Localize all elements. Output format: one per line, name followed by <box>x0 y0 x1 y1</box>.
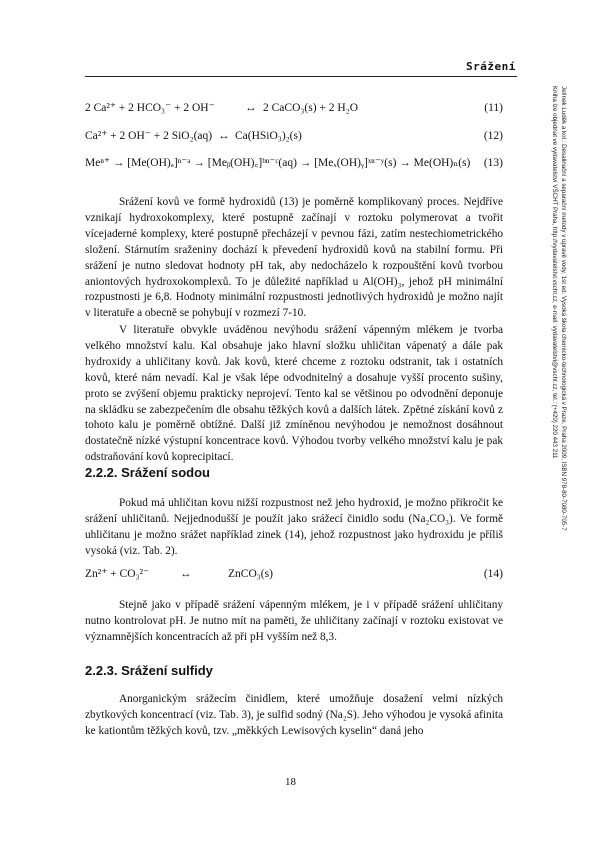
equation-14-number: (14) <box>483 568 503 580</box>
paragraph-carbonate-ph: Stejně jako v případě srážení vápenným mlékem, je i v případě srážení uhličitany nutno kontrolovat pH. Je nutno mít na paměti, že uhličitany začínají v roztoku existovat ve významnějších koncentracích až při pH vyšším než 8,3. <box>85 599 503 643</box>
side-copyright-note <box>550 86 568 606</box>
side-note-citation: Jelínek Luděk a kol.: Desalinační a separační metody v úpravě vody, 1st ed. Vysoká škola chemicko-technologická v Praze, Praha 2009, ISBN 978-80-7080-705-7 <box>560 86 567 531</box>
equation-12-lhs: Ca²⁺ + 2 OH⁻ + 2 SiO₂(aq) <box>85 130 213 142</box>
paragraph-hydroxide-precipitation: Srážení kovů ve formě hydroxidů (13) je poměrně komplikovaný proces. Nejdříve vznikají hydroxokomplexy, které postupně začínají v roztoku polymerovat a tvořit vícejaderné komplexy, které postupně přecházejí v pevnou fázi, zatím nestechiometrického složení. Stárnutím sraženiny dochází k převedení hydroxidů kovů na stabilní formu. Při srážení je nutno sledovat hodnoty pH tak, aby nedocházelo k rozpouštění kovů tvorbou aniontových hydroxokomplexů. To je důležité například u Al(OH)₃, jehož pH minimální rozpustnosti je 6,8. Hodnoty minimální rozpustnosti jednotlivých hydroxidů je možno najít v literatuře a obecně se pohybují v rozmezí 7-10. <box>85 196 503 320</box>
header-rule <box>85 76 517 77</box>
running-header: Srážení <box>466 60 516 73</box>
equation-12-number: (12) <box>483 130 503 142</box>
page-number: 18 <box>285 776 296 788</box>
equation-13-number: (13) <box>483 157 503 169</box>
equation-14-lhs: Zn²⁺ + CO₃²⁻ <box>85 568 150 580</box>
paragraph-lime-sludge: V literatuře obvykle uváděnou nevýhodu srážení vápenným mlékem je tvorba velkého množství kalu. Kal obsahuje jako hlavní složku uhličitan vápenatý a dále pak hydroxidy a uhličitany kovů. Jak kovů, které chceme z roztoku odstranit, tak i ostatních kovů, které nám nevadí. Kal je však lépe odvodnitelný a dosahuje vyšší procento sušiny, proto se zvýšení objemu prakticky neprojeví. Tento kal se většinou po odvodnění deponuje na skládku se zabezpečením dle obsahu těžkých kovů a dalších látek. Zpětné získání kovů z tohoto kalu je poměrně obtížné. Další již zmíněnou nevýhodou je nemožnost dosáhnout dostatečně nízké výstupní koncentrace kovů. Výhodou tvorby velkého množství kalu je pak odstraňování kovů koprecipitací. <box>85 324 503 464</box>
equilibrium-arrow-icon: ↔ <box>245 102 257 114</box>
equation-12-rhs: Ca(HSiO₃)₂(s) <box>235 130 302 142</box>
equation-14-rhs: ZnCO₃(s) <box>228 568 273 580</box>
equation-13 <box>85 155 503 171</box>
equation-11-number: (11) <box>484 102 503 114</box>
equation-12 <box>85 128 503 144</box>
paragraph-soda-precipitation: Pokud má uhličitan kovu nižší rozpustnost než jeho hydroxid, je možno přikročit ke srážení uhličitanů. Nejjednodušší je použít jako srážecí činidlo sodu (Na₂CO₃). Ve formě uhličitanu je možno srážet například zinek (14), jehož rozpustnost jako hydroxidu je příliš vysoká (viz. Tab. 2). <box>85 497 503 557</box>
equilibrium-arrow-icon: ↔ <box>180 568 192 580</box>
equation-11 <box>85 100 503 116</box>
equation-11-lhs: 2 Ca²⁺ + 2 HCO₃⁻ + 2 OH⁻ <box>85 102 215 114</box>
equilibrium-arrow-icon: ↔ <box>218 130 230 142</box>
paragraph-sulfide-precipitation: Anorganickým srážecím činidlem, které umožňuje dosažení velmi nízkých zbytkových koncentrací (viz. Tab. 3), je sulfid sodný (Na₂S). Jeho výhodou je vysoká afinita ke kationtům těžkých kovů, tzv. „měkkých Lewisových kyselin“ daná jeho <box>85 693 504 737</box>
section-heading-soda: 2.2.2. Srážení sodou <box>85 465 210 480</box>
section-heading-sulfide: 2.2.3. Srážení sulfidy <box>85 663 213 678</box>
equation-14 <box>85 566 503 582</box>
side-note-order-info: Kniha lze objednat ve vydavatelství VŠCHT Praha, http://vydavatelstvi.vscht.cz, e-mail: vydavatelstvi@vscht.cz, tel.: (+420) 220 443 211 <box>551 86 558 459</box>
equation-13-expression: Meⁿ⁺ → [Me(OH)ₐ]ⁿ⁻ᵃ → [Meᵦ(OH)꜀]ᵇⁿ⁻ᶜ(aq) → [Meₓ(OH)ᵧ]ˣⁿ⁻ʸ(s) → Me(OH)ₙ(s) <box>85 157 471 169</box>
equation-11-rhs: 2 CaCO₃(s) + 2 H₂O <box>263 102 358 114</box>
